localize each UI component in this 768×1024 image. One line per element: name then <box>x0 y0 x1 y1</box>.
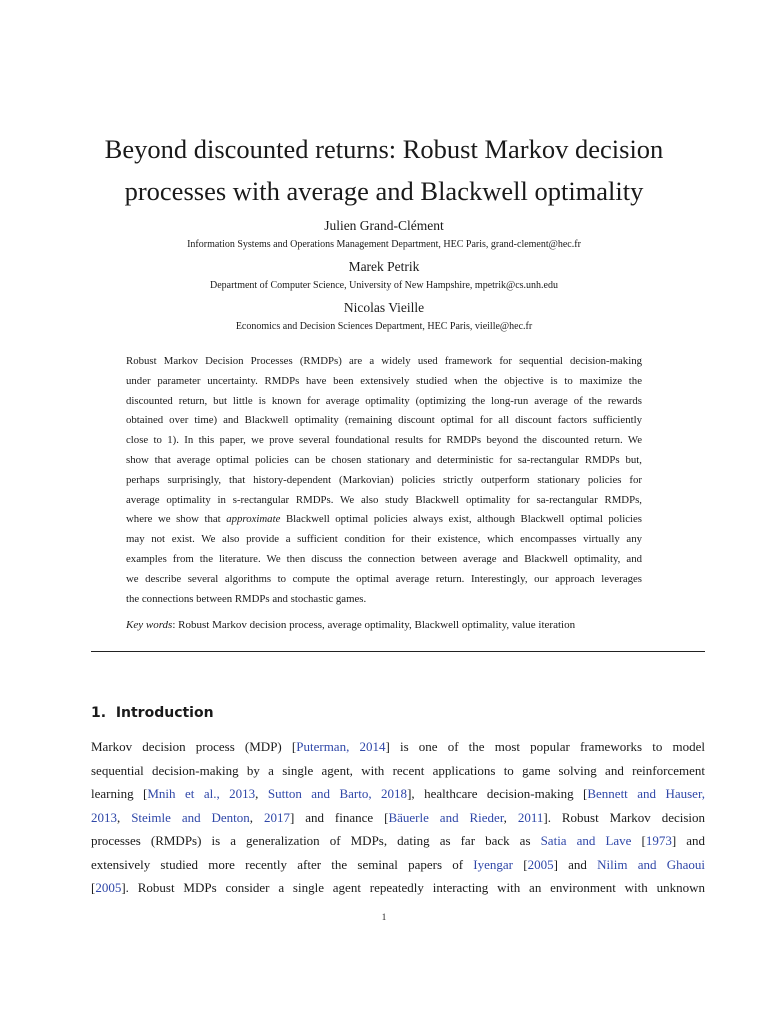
abstract-line: average optimality in s-rectangular RMDPs. We also study Blackwell optimality for sa-rectangular RMDPs, <box>126 493 642 506</box>
citation-link[interactable]: Iyengar <box>473 856 513 872</box>
abstract-line: we describe several algorithms to compute the optimal average return. Interestingly, our approach leverages <box>126 572 642 585</box>
citation-link[interactable]: 2005 <box>527 856 554 872</box>
citation-link[interactable]: 2005 <box>95 880 122 895</box>
author-affiliation: Department of Computer Science, University of New Hampshire, mpetrik@cs.unh.edu <box>209 280 558 291</box>
body-line: extensively studied more recently after the seminal papers of Iyengar [2005] and Nilim and Ghaoui <box>91 856 705 872</box>
section-heading <box>91 705 214 721</box>
section-number: 1. <box>91 705 107 721</box>
body-line: sequential decision-making by a single agent, with recent applications to game solving and reinforcement <box>91 762 705 778</box>
emphasis-text: approximate <box>226 513 281 526</box>
section-title: Introduction <box>115 705 214 721</box>
citation-link[interactable]: 2013 <box>91 809 117 825</box>
paper-title <box>60 128 708 212</box>
body-line: Markov decision process (MDP) [Puterman, 2014] is one of the most popular frameworks to model <box>91 739 706 754</box>
citation-link[interactable]: Steimle and Denton <box>131 809 250 825</box>
body-line: [2005]. Robust MDPs consider a single agent repeatedly interacting with an environment with unknown <box>91 880 705 895</box>
title-line-1: Beyond discounted returns: Robust Markov decision <box>104 134 664 164</box>
author-affiliation: Information Systems and Operations Management Department, HEC Paris, grand-clement@hec.fr <box>187 239 581 250</box>
author-name: Julien Grand-Clément <box>324 218 444 233</box>
citation-link[interactable]: 2011 <box>517 809 544 825</box>
page-number: 1 <box>381 912 387 922</box>
citation-link[interactable]: Mnih et al., 2013 <box>147 786 256 801</box>
introduction-body <box>91 735 705 900</box>
abstract-line: Robust Markov Decision Processes (RMDPs) are a widely used framework for sequential decision-making <box>126 355 642 367</box>
citation-link[interactable]: Bäuerle and Rieder <box>388 809 504 825</box>
citation-link[interactable]: 2017 <box>263 809 290 825</box>
abstract-line: may not exist. We also provide a sufficient condition for their existence, which encompasses virtually any <box>126 533 642 546</box>
abstract-line: close to 1). In this paper, we prove several foundational results for RMDPs beyond the discounted return. We <box>126 434 642 447</box>
keywords-text: Robust Markov decision process, average optimality, Blackwell optimality, value iteration <box>178 619 576 631</box>
abstract-line: examples from the literature. We then discuss the connection between average and Blackwell optimality, and <box>126 552 642 565</box>
abstract-line: discounted return, but little is known for average optimality (optimizing the long-run average of the rewards <box>126 394 642 407</box>
citation-link[interactable]: Bennett and Hauser, <box>587 786 706 801</box>
abstract-line: under parameter uncertainty. RMDPs have been extensively studied when the objective is to maximize the <box>126 374 642 387</box>
citation-link[interactable]: Sutton and Barto, 2018 <box>267 786 408 801</box>
body-line: 2013, Steimle and Denton, 2017] and finance [Bäuerle and Rieder, 2011]. Robust Markov decision <box>91 809 706 825</box>
section-divider <box>91 651 705 652</box>
body-line: learning [Mnih et al., 2013, Sutton and Barto, 2018], healthcare decision-making [Bennett and Hauser, <box>91 786 706 801</box>
keywords: Key words: Robust Markov decision process, average optimality, Blackwell optimality, value iteration <box>126 619 576 631</box>
abstract-line: obtained over time) and Blackwell optimality (remaining discount optimal for all discount factors sufficiently <box>126 414 642 427</box>
author-name: Marek Petrik <box>348 259 420 274</box>
keywords-label: Key words <box>126 619 173 631</box>
title-line-2: processes with average and Blackwell optimality <box>124 176 644 206</box>
abstract-line: show that average optimal policies can be chosen stationary and deterministic for sa-rectangular RMDPs but, <box>126 453 642 466</box>
author-name: Nicolas Vieille <box>343 300 425 315</box>
citation-link[interactable]: Satia and Lave <box>540 833 632 848</box>
citation-link[interactable]: Nilim and Ghaoui <box>597 856 705 872</box>
abstract-line: where we show that approximate Blackwell optimal policies always exist, although Blackwell optimal policies <box>126 513 642 526</box>
citation-link[interactable]: 1973 <box>645 833 672 848</box>
citation-link[interactable]: Puterman, 2014 <box>296 739 386 754</box>
author-affiliation: Economics and Decision Sciences Department, HEC Paris, vieille@hec.fr <box>235 321 533 332</box>
body-line: processes (RMDPs) is a generalization of MDPs, dating as far back as Satia and Lave [1973] and <box>91 833 705 848</box>
abstract-line: the connections between RMDPs and stochastic games. <box>126 592 367 605</box>
abstract <box>126 352 642 609</box>
abstract-line: perhaps surprisingly, that history-dependent (Markovian) policies strictly outperform stationary policies for <box>126 473 642 486</box>
